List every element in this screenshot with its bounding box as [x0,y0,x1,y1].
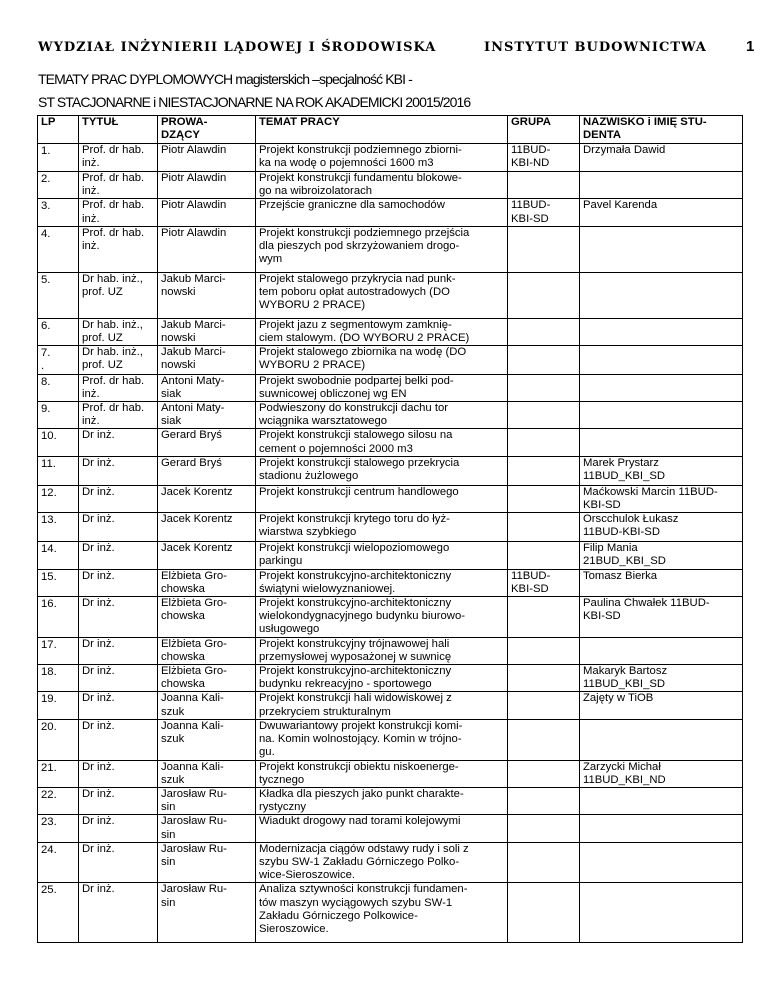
supervisor-cell: Jarosław Ru- sin [158,815,256,842]
academic-title-cell: Dr inż. [79,665,158,692]
column-header-temat: TEMAT PRACY [256,116,508,144]
thesis-topic-cell: Projekt konstrukcyjno-architektoniczny wielokondygnacyjnego budynku biurowo- usługowego [256,597,508,638]
row-number-cell: 13. [38,513,79,542]
row-number-cell: 14. [38,542,79,569]
supervisor-cell: Piotr Alawdin [158,172,256,199]
supervisor-cell: Elżbieta Gro- chowska [158,637,256,664]
supervisor-cell: Piotr Alawdin [158,226,256,272]
table-row [38,569,743,596]
column-header-prowadzacy: PROWA- DZĄCY [158,116,256,144]
table-row [38,692,743,719]
table-row [38,665,743,692]
student-name-cell: Paulina Chwałek 11BUD- KBI-SD [580,597,743,638]
student-group-cell [508,346,580,374]
thesis-topic-cell: Projekt konstrukcji stalowego silosu na cement o pojemności 2000 m3 [256,429,508,456]
row-number-cell: 7. . [38,346,79,374]
academic-title-cell: Dr inż. [79,485,158,512]
row-number-cell: 18. [38,665,79,692]
row-number-cell: 22. [38,787,79,814]
academic-title-cell: Dr hab. inż., prof. UZ [79,318,158,345]
thesis-topic-cell: Projekt konstrukcji stalowego przekrycia stadionu żużlowego [256,456,508,485]
academic-title-cell: Dr inż. [79,456,158,485]
table-row [38,513,743,542]
thesis-topic-cell: Projekt konstrukcji fundamentu blokowe- go na wibroizolatorach [256,172,508,199]
row-number-cell: 9. [38,402,79,429]
table-body [38,144,743,943]
table-row [38,226,743,272]
table-row [38,815,743,842]
table-row [38,374,743,401]
academic-title-cell: Dr inż. [79,569,158,596]
supervisor-cell: Gerard Bryś [158,456,256,485]
document-title-line-1: TEMATY PRAC DYPLOMOWYCH magisterskich –specjalność KBI - [38,71,412,87]
student-group-cell [508,787,580,814]
academic-title-cell: Prof. dr hab. inż. [79,172,158,199]
academic-title-cell: Prof. dr hab. inż. [79,402,158,429]
row-number-cell: 2. [38,172,79,199]
column-header-grupa: GRUPA [508,116,580,144]
thesis-topic-cell: Podwieszony do konstrukcji dachu tor wciągnika warsztatowego [256,402,508,429]
student-name-cell [580,429,743,456]
supervisor-cell: Piotr Alawdin [158,144,256,172]
supervisor-cell: Elżbieta Gro- chowska [158,569,256,596]
thesis-topic-cell: Projekt konstrukcyjno-architektoniczny budynku rekreacyjno - sportowego [256,665,508,692]
student-group-cell [508,429,580,456]
row-number-cell: 3. [38,199,79,226]
table-row [38,144,743,172]
thesis-topic-cell: Analiza sztywności konstrukcji fundamen- tów maszyn wyciągowych szybu SW-1 Zakładu Górniczego Polkowice- Sieroszowice. [256,883,508,943]
row-number-cell: 25. [38,883,79,943]
supervisor-cell: Jakub Marci- nowski [158,318,256,345]
table-row [38,199,743,226]
student-name-cell [580,883,743,943]
student-name-cell [580,842,743,883]
row-number-cell: 1. [38,144,79,172]
student-group-cell [508,883,580,943]
student-name-cell [580,719,743,760]
row-number-cell: 17. [38,637,79,664]
column-header-lp: LP [38,116,79,144]
table-row [38,637,743,664]
thesis-topic-cell: Modernizacja ciągów odstawy rudy i soli z szybu SW-1 Zakładu Górniczego Polko- wice-Sieroszowice. [256,842,508,883]
supervisor-cell: Joanna Kali- szuk [158,692,256,719]
row-number-cell: 23. [38,815,79,842]
student-group-cell [508,815,580,842]
table-row [38,597,743,638]
table-row [38,272,743,318]
student-name-cell [580,815,743,842]
supervisor-cell: Jarosław Ru- sin [158,842,256,883]
student-name-cell: Makaryk Bartosz 11BUD_KBI_SD [580,665,743,692]
student-group-cell [508,692,580,719]
supervisor-cell: Jacek Korentz [158,513,256,542]
student-name-cell [580,318,743,345]
student-group-cell [508,760,580,787]
student-name-cell [580,272,743,318]
row-number-cell: 19. [38,692,79,719]
table-row [38,719,743,760]
thesis-topic-cell: Projekt konstrukcji krytego toru do łyż- wiarstwa szybkiego [256,513,508,542]
thesis-topic-cell: Projekt stalowego zbiornika na wodę (DO WYBORU 2 PRACE) [256,346,508,374]
row-number-cell: 21. [38,760,79,787]
student-group-cell [508,374,580,401]
thesis-topic-cell: Projekt konstrukcji centrum handlowego [256,485,508,512]
student-group-cell [508,542,580,569]
academic-title-cell: Dr inż. [79,787,158,814]
row-number-cell: 15. [38,569,79,596]
student-name-cell: Drzymała Dawid [580,144,743,172]
supervisor-cell: Gerard Bryś [158,429,256,456]
academic-title-cell: Prof. dr hab. inż. [79,374,158,401]
supervisor-cell: Elżbieta Gro- chowska [158,597,256,638]
row-number-cell: 12. [38,485,79,512]
student-group-cell [508,513,580,542]
supervisor-cell: Jacek Korentz [158,485,256,512]
document-title-line-2: ST STACJONARNE i NIESTACJONARNE NA ROK AKADEMICKI 20015/2016 [38,94,471,110]
academic-title-cell: Dr inż. [79,760,158,787]
academic-title-cell: Dr inż. [79,883,158,943]
academic-title-cell: Dr inż. [79,542,158,569]
row-number-cell: 16. [38,597,79,638]
student-name-cell [580,787,743,814]
thesis-topic-cell: Dwuwariantowy projekt konstrukcji komi- na. Komin wolnostojący. Komin w trójno- gu. [256,719,508,760]
thesis-topic-cell: Projekt konstrukcji hali widowiskowej z przekryciem strukturalnym [256,692,508,719]
student-group-cell [508,272,580,318]
supervisor-cell: Jakub Marci- nowski [158,272,256,318]
academic-title-cell: Dr inż. [79,692,158,719]
thesis-topic-cell: Projekt konstrukcji podziemnego przejścia dla pieszych pod skrzyżowaniem drogo- wym [256,226,508,272]
academic-title-cell: Dr inż. [79,597,158,638]
student-name-cell: Filip Mania 21BUD_KBI_SD [580,542,743,569]
supervisor-cell: Antoni Maty- siak [158,402,256,429]
supervisor-cell: Joanna Kali- szuk [158,719,256,760]
supervisor-cell: Jarosław Ru- sin [158,883,256,943]
student-group-cell: 11BUD- KBI-SD [508,569,580,596]
student-name-cell: Zarzycki Michał 11BUD_KBI_ND [580,760,743,787]
academic-title-cell: Dr inż. [79,842,158,883]
institute-header: INSTYTUT BUDOWNICTWA [484,40,707,55]
table-row [38,760,743,787]
row-number-cell: 10. [38,429,79,456]
student-group-cell: 11BUD- KBI-SD [508,199,580,226]
row-number-cell: 24. [38,842,79,883]
student-name-cell [580,402,743,429]
student-name-cell [580,346,743,374]
academic-title-cell: Dr inż. [79,719,158,760]
student-group-cell [508,485,580,512]
supervisor-cell: Joanna Kali- szuk [158,760,256,787]
student-name-cell [580,637,743,664]
student-group-cell [508,719,580,760]
supervisor-cell: Elżbieta Gro- chowska [158,665,256,692]
student-group-cell [508,318,580,345]
table-row [38,318,743,345]
thesis-topic-cell: Projekt konstrukcyjny trójnawowej hali przemysłowej wyposażonej w suwnicę [256,637,508,664]
thesis-topic-cell: Projekt jazu z segmentowym zamknię- ciem stalowym. (DO WYBORU 2 PRACE) [256,318,508,345]
row-number-cell: 11. [38,456,79,485]
row-number-cell: 8. [38,374,79,401]
row-number-cell: 5. [38,272,79,318]
student-name-cell: Maćkowski Marcin 11BUD- KBI-SD [580,485,743,512]
table-row [38,402,743,429]
student-name-cell [580,226,743,272]
row-number-cell: 6. [38,318,79,345]
academic-title-cell: Prof. dr hab. inż. [79,199,158,226]
thesis-topic-cell: Projekt konstrukcji podziemnego zbiorni- ka na wodę o pojemności 1600 m3 [256,144,508,172]
table-row [38,456,743,485]
table-row [38,883,743,943]
academic-title-cell: Dr inż. [79,637,158,664]
academic-title-cell: Dr inż. [79,513,158,542]
student-group-cell: 11BUD- KBI-ND [508,144,580,172]
academic-title-cell: Prof. dr hab. inż. [79,144,158,172]
row-number-cell: 4. [38,226,79,272]
thesis-topic-cell: Projekt stalowego przykrycia nad punk- tem poboru opłat autostradowych (DO WYBORU 2 PRACE) [256,272,508,318]
student-group-cell [508,456,580,485]
academic-title-cell: Prof. dr hab. inż. [79,226,158,272]
student-name-cell: Tomasz Bierka [580,569,743,596]
supervisor-cell: Antoni Maty- siak [158,374,256,401]
table-row [38,787,743,814]
thesis-topic-cell: Projekt swobodnie podpartej belki pod- suwnicowej obliczonej wg EN [256,374,508,401]
thesis-topic-cell: Przejście graniczne dla samochodów [256,199,508,226]
student-name-cell: Marek Prystarz 11BUD_KBI_SD [580,456,743,485]
student-name-cell: Zajęty w TiOB [580,692,743,719]
thesis-topic-cell: Kładka dla pieszych jako punkt charakte- rystyczny [256,787,508,814]
table-row [38,172,743,199]
academic-title-cell: Dr inż. [79,429,158,456]
table-header-row [38,116,743,144]
academic-title-cell: Dr hab. inż., prof. UZ [79,346,158,374]
student-group-cell [508,172,580,199]
thesis-topic-cell: Projekt konstrukcji wielopoziomowego parkingu [256,542,508,569]
table-row [38,346,743,374]
faculty-header: WYDZIAŁ INŻYNIERII LĄDOWEJ I ŚRODOWISKA [38,40,437,55]
column-header-tytul: TYTUŁ [79,116,158,144]
student-name-cell: Pavel Karenda [580,199,743,226]
supervisor-cell: Jacek Korentz [158,542,256,569]
thesis-topic-cell: Projekt konstrukcji obiektu niskoenerge- tycznego [256,760,508,787]
thesis-topic-cell: Wiadukt drogowy nad torami kolejowymi [256,815,508,842]
student-name-cell [580,374,743,401]
student-group-cell [508,597,580,638]
supervisor-cell: Jakub Marci- nowski [158,346,256,374]
row-number-cell: 20. [38,719,79,760]
student-name-cell [580,172,743,199]
student-name-cell: Orscchulok Łukasz 11BUD-KBI-SD [580,513,743,542]
table-row [38,842,743,883]
student-group-cell [508,842,580,883]
table-row [38,485,743,512]
student-group-cell [508,665,580,692]
academic-title-cell: Dr inż. [79,815,158,842]
column-header-student: NAZWISKO i IMIĘ STU- DENTA [580,116,743,144]
table-row [38,429,743,456]
supervisor-cell: Piotr Alawdin [158,199,256,226]
supervisor-cell: Jarosław Ru- sin [158,787,256,814]
thesis-topic-cell: Projekt konstrukcyjno-architektoniczny świątyni wielowyznaniowej. [256,569,508,596]
academic-title-cell: Dr hab. inż., prof. UZ [79,272,158,318]
student-group-cell [508,402,580,429]
table-row [38,542,743,569]
thesis-topics-table [37,115,743,943]
page-number: 1 [746,38,755,55]
student-group-cell [508,637,580,664]
student-group-cell [508,226,580,272]
